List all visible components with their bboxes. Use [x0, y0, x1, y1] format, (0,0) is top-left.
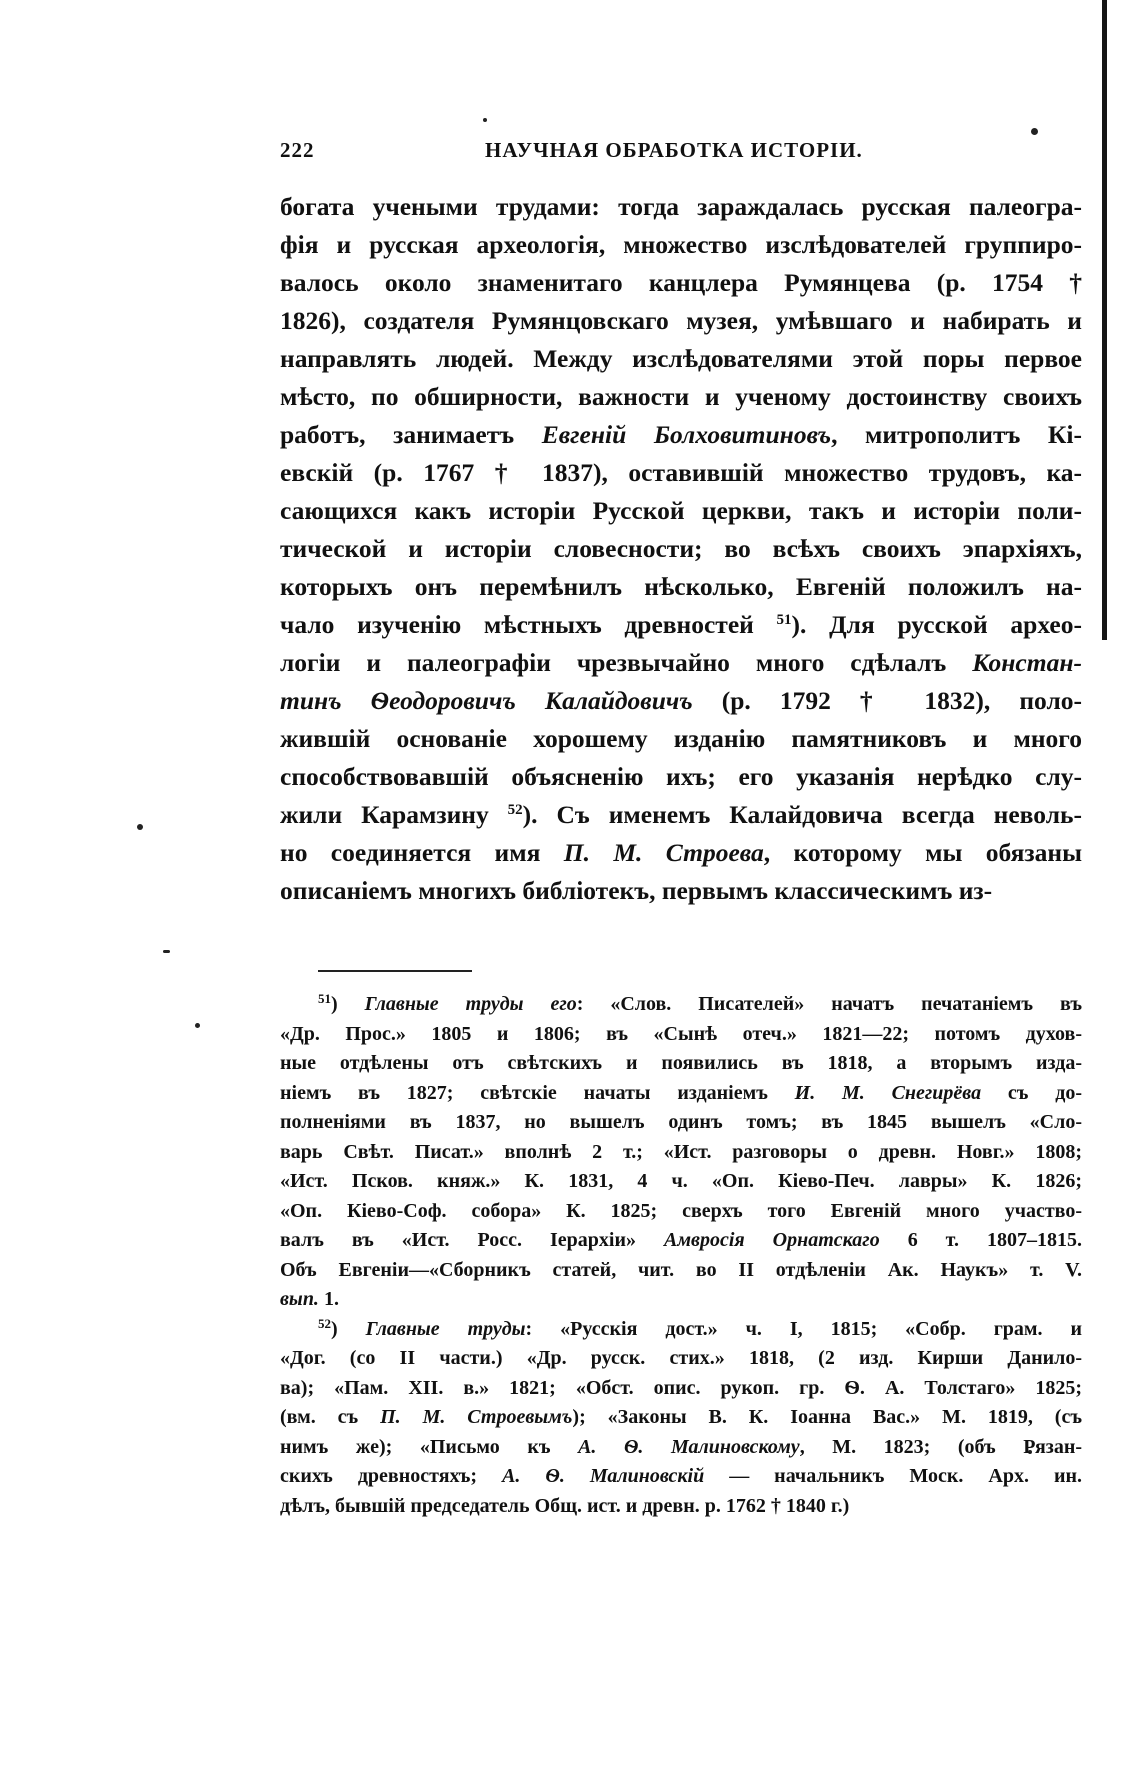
text-segment: тической и исторіи словесности; во всѣхъ своихъ эпархіяхъ,: [280, 534, 1082, 563]
text-segment: которыхъ онъ перемѣнилъ нѣсколько, Евгеній положилъ на-: [280, 572, 1082, 601]
text-line: [280, 226, 1082, 264]
page-header: [280, 138, 920, 168]
italic-name: тинъ Ѳеодоровичъ Калайдовичъ: [280, 686, 693, 715]
text-line: [280, 340, 1082, 378]
italic-name: вып.: [280, 1288, 319, 1310]
text-segment: (р. 1792 † 1832), поло-: [692, 686, 1082, 715]
italic-name: П. М. Строевымъ: [380, 1406, 573, 1428]
footnote-line: [280, 1167, 1082, 1197]
footnote-line: [280, 1079, 1082, 1109]
text-segment: ); «Законы В. К. Іоанна Вас.» М. 1819, (съ: [572, 1406, 1082, 1428]
text-segment: но соединяется имя: [280, 838, 564, 867]
footnote-line: [280, 1256, 1082, 1286]
text-segment: жили Карамзину: [280, 800, 508, 829]
italic-name: Главные труды: [365, 1317, 526, 1340]
footnote-separator: [318, 970, 472, 972]
text-segment: ва); «Пам. XII. в.» 1821; «Обст. опис. рукоп. гр. Ѳ. А. Толстаго» 1825;: [280, 1376, 1082, 1399]
text-segment: евскій (р. 1767 † 1837), оставившій множество трудовъ, ка-: [280, 458, 1082, 487]
footnote-line: [280, 1315, 1082, 1345]
footnote-line: [280, 1108, 1082, 1138]
footnote-line: [280, 1020, 1082, 1050]
running-title: НАУЧНАЯ ОБРАБОТКА ИСТОРІИ.: [485, 138, 863, 162]
text-segment: «Др. Прос.» 1805 и 1806; въ «Сынѣ отеч.» 1821—22; потомъ духов-: [280, 1022, 1082, 1045]
text-segment: Объ Евгеніи—«Сборникъ статей, чит. во II отдѣленіи Ак. Наукъ» т. V.: [280, 1258, 1082, 1281]
footnote-line: [280, 1226, 1082, 1256]
italic-name: Главные труды его: [364, 993, 577, 1015]
text-segment: съ до-: [981, 1081, 1082, 1104]
speck-mark: [1031, 128, 1038, 135]
text-segment: жившій основаніе хорошему изданію памятниковъ и много: [280, 724, 1082, 753]
speck-mark: [137, 824, 143, 830]
text-line: [280, 530, 1082, 568]
text-segment: скихъ древностяхъ;: [280, 1465, 503, 1487]
text-segment: фія и русская археологія, множество изслѣдователей группиро-: [280, 230, 1082, 259]
footnote-reference: 51: [318, 991, 331, 1006]
text-segment: валось около знаменитаго канцлера Румянцева (р. 1754 †: [280, 268, 1082, 297]
text-segment: , М. 1823; (объ Рязан-: [799, 1435, 1082, 1458]
italic-name: Констан-: [972, 648, 1082, 677]
italic-name: А. Ѳ. Малиновскому: [578, 1435, 800, 1458]
text-segment: мѣсто, по обширности, важности и ученому достоинству своихъ: [280, 382, 1082, 411]
footnote-line: [280, 1049, 1082, 1079]
text-segment: варь Свѣт. Писат.» вполнѣ 2 т.; «Ист. разговоры о древн. Новг.» 1808;: [280, 1140, 1082, 1163]
text-line: [280, 720, 1082, 758]
footnote-line: [280, 1138, 1082, 1168]
text-segment: «Оп. Кіево-Соф. собора» К. 1825; сверхъ того Евгеній много участво-: [280, 1199, 1082, 1222]
text-line: [280, 796, 1082, 834]
text-segment: чало изученію мѣстныхъ древностей: [280, 610, 777, 639]
speck-mark: [483, 118, 487, 122]
text-segment: (вм. съ: [280, 1406, 381, 1428]
text-segment: валъ въ «Ист. Росс. Іерархіи»: [280, 1229, 664, 1251]
text-segment: полненіями въ 1837, но вышелъ одинъ томъ; въ 1845 вышелъ «Сло-: [280, 1111, 1082, 1133]
text-segment: , митрополитъ Кі-: [831, 420, 1082, 449]
text-segment: 6 т. 1807–1815.: [879, 1229, 1082, 1251]
text-segment: ): [331, 993, 365, 1015]
footnote-line: [280, 1433, 1082, 1463]
footnote-line: [280, 1197, 1082, 1227]
speck-mark: [195, 1023, 200, 1028]
text-segment: описаніемъ многихъ библіотекъ, первымъ классическимъ из-: [280, 876, 993, 905]
text-segment: , которому мы обязаны: [763, 838, 1082, 867]
text-segment: : «Русскія дост.» ч. I, 1815; «Собр. грам. и: [525, 1317, 1082, 1340]
text-line: [280, 264, 1082, 302]
text-line: [280, 872, 1082, 910]
footnote-line: [280, 1285, 1082, 1315]
text-segment: богата учеными трудами: тогда зараждалась русская палеогра-: [280, 192, 1082, 221]
text-line: [280, 644, 1082, 682]
footnote-line: [280, 990, 1082, 1020]
footnote-line: [280, 1403, 1082, 1433]
text-segment: ). Съ именемъ Калайдовича всегда неволь-: [522, 800, 1082, 829]
text-segment: ): [331, 1317, 366, 1340]
footnote-line: [280, 1374, 1082, 1404]
footnote-line: [280, 1462, 1082, 1492]
text-segment: логіи и палеографіи чрезвычайно много сдѣлалъ: [280, 648, 973, 677]
text-line: [280, 606, 1082, 644]
italic-name: П. М. Строева: [563, 838, 764, 867]
text-segment: ). Для русской архео-: [791, 610, 1082, 639]
text-line: [280, 378, 1082, 416]
footnote-reference: 52: [318, 1315, 331, 1331]
footnote-reference: 52: [507, 802, 523, 818]
text-segment: 1.: [318, 1288, 339, 1310]
text-segment: работъ, занимаетъ: [280, 420, 542, 449]
text-segment: «Ист. Псков. княж.» К. 1831, 4 ч. «Оп. Кіево-Печ. лавры» К. 1826;: [280, 1170, 1082, 1192]
text-segment: ніемъ въ 1827; свѣтскіе начаты изданіемъ: [280, 1081, 795, 1104]
italic-name: И. М. Снегирёва: [794, 1081, 982, 1104]
italic-name: Амвросія Орнатскаго: [663, 1229, 880, 1251]
speck-mark: [163, 950, 170, 953]
text-segment: : «Слов. Писателей» начатъ печатаніемъ въ: [576, 993, 1082, 1015]
text-line: [280, 416, 1082, 454]
text-line: [280, 682, 1082, 720]
text-line: [280, 568, 1082, 606]
footnotes: [280, 990, 1082, 1521]
text-line: [280, 188, 1082, 226]
text-segment: «Дог. (со II части.) «Др. русск. стих.» 1818, (2 изд. Кирши Данило-: [280, 1347, 1082, 1369]
text-line: [280, 302, 1082, 340]
footnote-line: [280, 1344, 1082, 1374]
footnote-line: [280, 1492, 1082, 1522]
text-segment: способствовавшій объясненію ихъ; его указанія нерѣдко слу-: [280, 762, 1082, 791]
text-line: [280, 454, 1082, 492]
text-segment: 1826), создателя Румянцовскаго музея, умѣвшаго и набирать и: [280, 306, 1082, 335]
text-segment: сающихся какъ исторіи Русской церкви, такъ и исторіи поли-: [280, 496, 1082, 525]
main-text: [280, 188, 1082, 910]
text-segment: направлять людей. Между изслѣдователями этой поры первое: [280, 344, 1082, 373]
page-number: 222: [280, 138, 315, 162]
text-segment: нимъ же); «Письмо къ: [280, 1435, 579, 1458]
text-segment: ные отдѣлены отъ свѣтскихъ и появились въ 1818, а вторымъ изда-: [280, 1052, 1082, 1074]
text-segment: — начальникъ Моск. Арх. ин.: [704, 1465, 1082, 1487]
scan-edge-rule: [1102, 0, 1107, 640]
text-line: [280, 834, 1082, 872]
text-segment: дѣлъ, бывшій председатель Общ. ист. и древн. р. 1762 † 1840 г.): [280, 1494, 850, 1517]
italic-name: Евгеній Болховитиновъ: [541, 420, 832, 449]
italic-name: А. Ѳ. Малиновскій: [502, 1465, 705, 1487]
footnote-reference: 51: [776, 612, 792, 628]
text-line: [280, 758, 1082, 796]
text-line: [280, 492, 1082, 530]
